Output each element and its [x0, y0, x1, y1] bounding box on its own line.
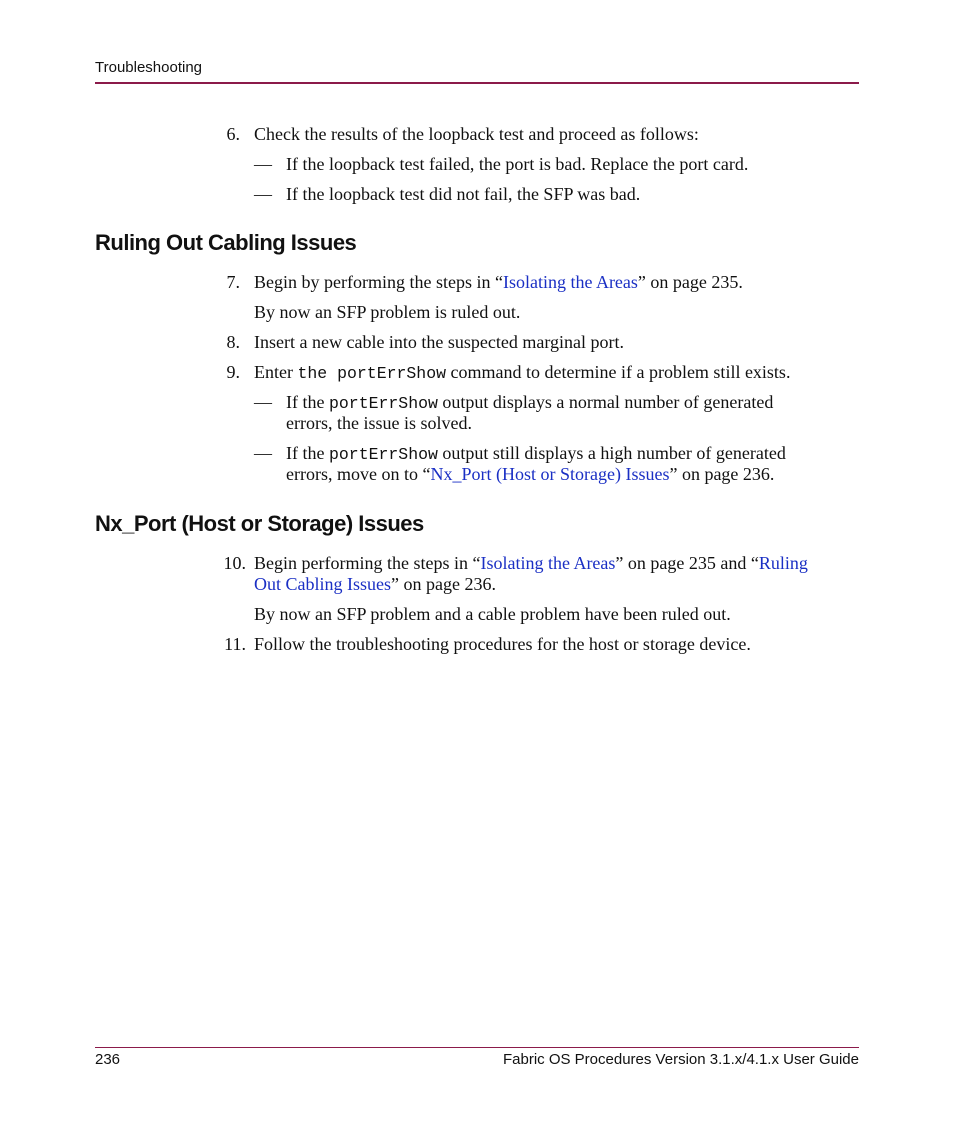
code-command: portErrShow	[328, 394, 438, 413]
dash-bullet: —	[254, 443, 272, 463]
step-10-number: 10.	[223, 553, 246, 573]
dash-bullet: —	[254, 154, 272, 174]
link-ruling-out-cabling-issues[interactable]: Ruling	[758, 553, 808, 573]
running-header: Troubleshooting	[95, 59, 203, 76]
step-8-text: Insert a new cable into the suspected marginal port.	[254, 332, 625, 352]
step-9-number: 9.	[226, 362, 240, 382]
step-7-note: By now an SFP problem is ruled out.	[254, 302, 521, 322]
step-6-text: Check the results of the loopback test and proceed as follows:	[254, 124, 699, 144]
page-number: 236	[95, 1051, 121, 1068]
step-9-bullet-1: If the portErrShow output displays a normal number of generated	[286, 392, 774, 413]
section-heading-ruling-out-cabling: Ruling Out Cabling Issues	[95, 230, 357, 255]
header-rule	[95, 82, 859, 84]
link-ruling-out-cabling-issues[interactable]: Out Cabling Issues	[254, 574, 391, 594]
step-11-number: 11.	[224, 634, 246, 654]
step-10-text: Begin performing the steps in “Isolating the Areas” on page 235 and “Ruling	[254, 553, 808, 573]
section-heading-nx-port: Nx_Port (Host or Storage) Issues	[95, 511, 424, 536]
step-10-text-line-2: Out Cabling Issues” on page 236.	[254, 574, 496, 594]
step-7-text: Begin by performing the steps in “Isolating the Areas” on page 235.	[254, 272, 743, 292]
step-6-bullet-1: If the loopback test failed, the port is bad. Replace the port card.	[286, 154, 749, 174]
dash-bullet: —	[254, 392, 272, 412]
step-9-bullet-1-line-2: errors, the issue is solved.	[286, 413, 472, 433]
dash-bullet: —	[254, 184, 272, 204]
step-10-note: By now an SFP problem and a cable problem have been ruled out.	[254, 604, 731, 624]
step-9-text: Enter the portErrShow command to determine if a problem still exists.	[254, 362, 791, 383]
link-nx-port-issues[interactable]: Nx_Port (Host or Storage) Issues	[430, 464, 670, 484]
step-9-bullet-2-line-2: errors, move on to “Nx_Port (Host or Storage) Issues” on page 236.	[286, 464, 775, 484]
step-8-number: 8.	[226, 332, 240, 352]
step-9-bullet-2: If the portErrShow output still displays a high number of generated	[286, 443, 786, 464]
step-11-text: Follow the troubleshooting procedures for the host or storage device.	[254, 634, 751, 654]
code-command: the portErrShow	[297, 364, 447, 383]
step-6-number: 6.	[226, 124, 240, 144]
link-isolating-the-areas[interactable]: Isolating the Areas	[502, 272, 638, 292]
code-command: portErrShow	[328, 445, 438, 464]
footer-rule	[95, 1047, 859, 1048]
step-7-number: 7.	[226, 272, 240, 292]
step-6-bullet-2: If the loopback test did not fail, the SFP was bad.	[286, 184, 641, 204]
footer-title: Fabric OS Procedures Version 3.1.x/4.1.x User Guide	[503, 1051, 859, 1068]
link-isolating-the-areas[interactable]: Isolating the Areas	[480, 553, 616, 573]
